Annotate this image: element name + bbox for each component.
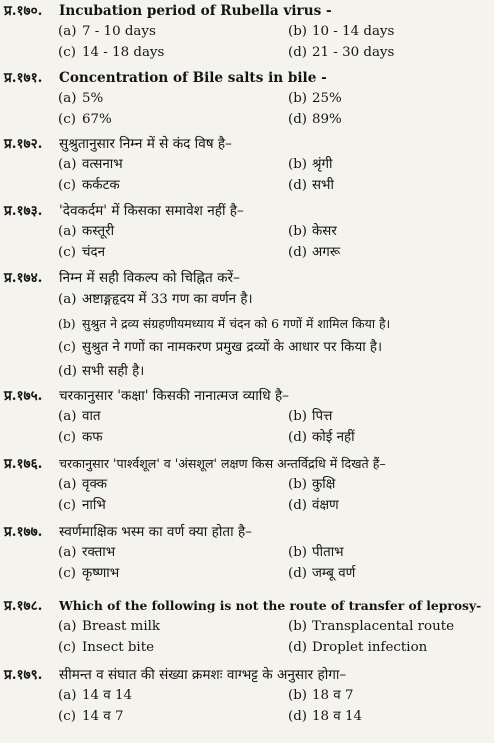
option-c: (c) Insect bite — [58, 640, 155, 655]
question-number: प्र.१७४. — [4, 270, 43, 286]
question-number: प्र.१७९. — [4, 667, 43, 683]
question-text: चरकानुसार 'पार्श्वशूल' व 'अंसशूल' लक्षण किस अन्तर्विद्रधि में दिखते हैं– — [59, 456, 386, 471]
option-a: (a) वात — [58, 409, 101, 424]
option-d: (d) सभी सही है। — [58, 364, 145, 379]
option-a: (a) 5% — [58, 91, 104, 106]
option-a: (a) Breast milk — [58, 619, 161, 634]
question-number: प्र.१७८. — [4, 598, 43, 614]
question-number: प्र.१७२. — [4, 136, 43, 152]
option-d: (d) 21 - 30 days — [288, 45, 395, 60]
option-a: (a) अष्टाङ्गहृदय में 33 गण का वर्णन है। — [58, 292, 253, 307]
option-b: (b) कुक्षि — [288, 477, 336, 492]
option-a: (a) रक्ताभ — [58, 545, 116, 560]
question-text: चरकानुसार 'कक्षा' किसकी नानात्मज व्याधि है– — [59, 388, 289, 404]
question-text: सुश्रुतानुसार निम्न में से कंद विष है– — [59, 136, 232, 152]
option-d: (d) वंक्षण — [288, 498, 339, 513]
option-c: (c) नाभि — [58, 498, 106, 513]
option-d: (d) Droplet infection — [288, 640, 428, 655]
question-number: प्र.१७०. — [4, 3, 43, 19]
option-a: (a) 7 - 10 days — [58, 24, 156, 39]
option-b: (b) सुश्रुत ने द्रव्य संग्रहणीयमध्याय में चंदन को 6 गणों में शामिल किया है। — [58, 316, 391, 331]
question-number: प्र.१७३. — [4, 203, 43, 219]
option-c: (c) सुश्रुत ने गणों का नामकरण प्रमुख द्रव्यों के आधार पर किया है। — [58, 340, 383, 355]
question-number: प्र.१७६. — [4, 456, 43, 472]
option-c: (c) कृष्णाभ — [58, 566, 120, 581]
question-text: निम्न में सही विकल्प को चिह्नित करें– — [59, 270, 240, 286]
question-171 — [0, 68, 494, 130]
option-d: (d) अगरू — [288, 245, 341, 260]
option-b: (b) Transplacental route — [288, 619, 454, 634]
option-c: (c) कफ — [58, 430, 103, 445]
option-d: (d) जम्बू वर्ण — [288, 566, 356, 581]
question-175 — [0, 386, 494, 448]
question-177 — [0, 522, 494, 584]
question-number: प्र.१७५. — [4, 388, 43, 404]
option-d: (d) 18 व 14 — [288, 709, 363, 724]
option-c: (c) कर्कटक — [58, 178, 120, 193]
question-179 — [0, 665, 494, 727]
question-text: सीमन्त व संघात की संख्या क्रमशः वाग्भट्ट के अनुसार होगा– — [59, 667, 347, 683]
option-c: (c) 67% — [58, 112, 112, 127]
option-b: (b) 25% — [288, 91, 342, 106]
question-text: स्वर्णमाक्षिक भस्म का वर्ण क्या होता है– — [59, 524, 252, 540]
option-b: (b) केसर — [288, 224, 337, 239]
option-c: (c) चंदन — [58, 245, 106, 260]
question-172 — [0, 134, 494, 196]
option-c: (c) 14 व 7 — [58, 709, 124, 724]
option-a: (a) कस्तूरी — [58, 224, 115, 239]
question-174 — [0, 268, 494, 384]
option-d: (d) 89% — [288, 112, 342, 127]
question-text: Which of the following is not the route of transfer of leprosy- — [59, 598, 482, 613]
question-173 — [0, 201, 494, 263]
option-a: (a) वृक्क — [58, 477, 108, 492]
option-b: (b) 10 - 14 days — [288, 24, 395, 39]
question-170 — [0, 1, 494, 63]
option-d: (d) सभी — [288, 178, 334, 193]
question-number: प्र.१७१. — [4, 70, 43, 86]
question-number: प्र.१७७. — [4, 524, 43, 540]
question-text: Concentration of Bile salts in bile - — [59, 70, 327, 86]
option-b: (b) 18 व 7 — [288, 688, 354, 703]
question-text: Incubation period of Rubella virus - — [59, 3, 332, 19]
option-d: (d) कोई नहीं — [288, 430, 355, 445]
question-text: 'देवकर्दम' में किसका समावेश नहीं है– — [59, 203, 244, 219]
question-178 — [0, 596, 494, 658]
option-c: (c) 14 - 18 days — [58, 45, 165, 60]
question-176 — [0, 454, 494, 516]
option-a: (a) 14 व 14 — [58, 688, 133, 703]
option-b: (b) श्रृंगी — [288, 157, 333, 172]
option-b: (b) पित्त — [288, 409, 333, 424]
option-a: (a) वत्सनाभ — [58, 157, 123, 172]
option-b: (b) पीताभ — [288, 545, 344, 560]
